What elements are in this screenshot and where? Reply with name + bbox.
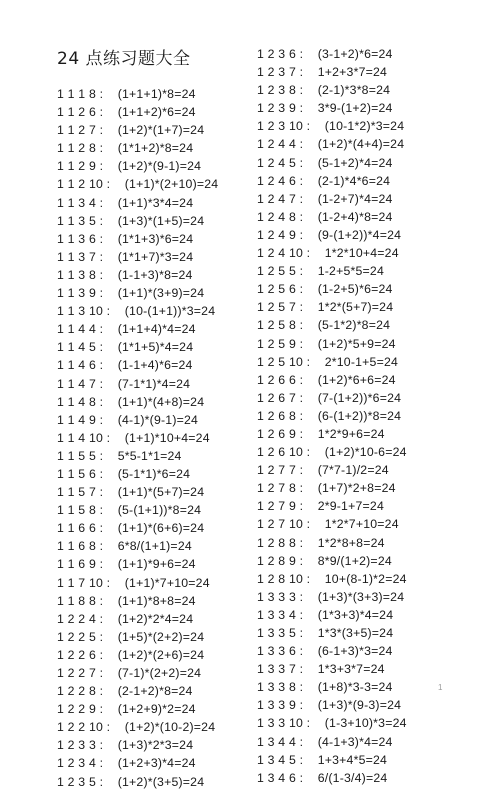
puzzle-answer-row: 1 1 5 7 : (1+1)*(5+7)=24	[57, 485, 205, 500]
puzzle-answer-row: 1 2 3 6 : (3-1+2)*6=24	[257, 47, 393, 61]
puzzle-answer-row: 1 2 7 10 : 1*2*7+10=24	[257, 517, 399, 532]
puzzle-answer-row: 1 2 6 7 : (7-(1+2))*6=24	[257, 390, 402, 405]
right-answer-column	[257, 45, 407, 787]
puzzle-answer-row: 1 1 3 7 : (1*1+7)*3=24	[57, 249, 194, 264]
puzzle-answer-row: 1 1 8 8 : (1+1)*8+8=24	[57, 593, 196, 608]
puzzle-answer-row: 1 2 3 10 : (10-1*2)*3=24	[257, 119, 405, 134]
puzzle-answer-row: 1 2 3 9 : 3*9-(1+2)=24	[257, 101, 393, 116]
puzzle-answer-row: 1 2 4 5 : (5-1+2)*4=24	[257, 155, 393, 170]
puzzle-answer-row: 1 2 6 6 : (1+2)*6+6=24	[257, 372, 396, 387]
puzzle-answer-row: 1 1 6 8 : 6*8/(1+1)=24	[57, 539, 192, 554]
puzzle-answer-row: 1 1 2 9 : (1+2)*(9-1)=24	[57, 159, 202, 174]
puzzle-answer-row: 1 3 4 4 : (4-1+3)*4=24	[257, 734, 393, 749]
puzzle-answer-row: 1 3 4 6 : 6/(1-3/4)=24	[257, 770, 388, 785]
puzzle-answer-row: 1 2 4 8 : (1-2+4)*8=24	[257, 209, 393, 224]
puzzle-answer-row: 1 3 3 6 : (6-1+3)*3=24	[257, 644, 393, 659]
puzzle-answer-row: 1 1 5 5 : 5*5-1*1=24	[57, 448, 182, 463]
puzzle-answer-row: 1 2 4 4 : (1+2)*(4+4)=24	[257, 137, 405, 152]
puzzle-answer-row: 1 2 6 10 : (1+2)*10-6=24	[257, 445, 407, 460]
puzzle-answer-row: 1 2 5 8 : (5-1*2)*8=24	[257, 318, 391, 333]
puzzle-answer-row: 1 2 8 10 : 10+(8-1)*2=24	[257, 571, 407, 586]
puzzle-answer-row: 1 2 6 9 : 1*2*9+6=24	[257, 426, 385, 441]
page-title: 24 点练习题大全	[57, 49, 191, 69]
puzzle-answer-row: 1 3 3 5 : 1*3*(3+5)=24	[257, 626, 394, 640]
puzzle-answer-row: 1 1 3 8 : (1-1+3)*8=24	[57, 267, 193, 282]
puzzle-answer-row: 1 1 2 8 : (1*1+2)*8=24	[57, 141, 194, 156]
puzzle-answer-row: 1 1 6 9 : (1+1)*9+6=24	[57, 557, 196, 572]
puzzle-answer-row: 1 1 4 5 : (1*1+5)*4=24	[57, 340, 194, 355]
puzzle-answer-row: 1 2 2 7 : (7-1)*(2+2)=24	[57, 666, 202, 680]
puzzle-answer-row: 1 2 2 5 : (1+5)*(2+2)=24	[57, 629, 205, 644]
puzzle-answer-row: 1 2 2 10 : (1+2)*(10-2)=24	[57, 720, 216, 735]
puzzle-answer-row: 1 1 4 8 : (1+1)*(4+8)=24	[57, 394, 205, 409]
puzzle-answer-row: 1 2 7 9 : 2*9-1+7=24	[257, 499, 384, 514]
puzzle-answer-row: 1 1 6 6 : (1+1)*(6+6)=24	[57, 521, 205, 536]
puzzle-answer-row: 1 3 3 7 : 1*3+3*7=24	[257, 662, 385, 677]
puzzle-answer-row: 1 1 3 4 : (1+1)*3*4=24	[57, 195, 194, 210]
page-number: 1	[438, 683, 443, 692]
puzzle-answer-row: 1 1 4 4 : (1+1+4)*4=24	[57, 322, 196, 337]
puzzle-answer-row: 1 2 3 3 : (1+3)*2*3=24	[57, 738, 194, 753]
puzzle-answer-row: 1 2 5 7 : 1*2*(5+7)=24	[257, 300, 394, 315]
puzzle-answer-row: 1 1 3 10 : (10-(1+1))*3=24	[57, 304, 216, 319]
puzzle-answer-row: 1 2 2 8 : (2-1+2)*8=24	[57, 684, 193, 699]
puzzle-answer-row: 1 1 4 9 : (4-1)*(9-1)=24	[57, 412, 199, 427]
puzzle-answer-row: 1 1 4 10 : (1+1)*10+4=24	[57, 430, 210, 445]
puzzle-answer-row: 1 2 7 7 : (7*7-1)/2=24	[257, 463, 389, 478]
puzzle-answer-row: 1 2 4 6 : (2-1)*4*6=24	[257, 173, 391, 188]
puzzle-answer-row: 1 2 5 5 : 1-2+5*5=24	[257, 264, 384, 279]
puzzle-answer-row: 1 2 4 7 : (1-2+7)*4=24	[257, 191, 393, 206]
puzzle-answer-row: 1 2 4 10 : 1*2*10+4=24	[257, 246, 399, 261]
puzzle-answer-row: 1 2 8 8 : 1*2*8+8=24	[257, 535, 385, 550]
puzzle-answer-row: 1 1 3 5 : (1+3)*(1+5)=24	[57, 213, 205, 228]
puzzle-answer-row: 1 3 4 5 : 1+3+4*5=24	[257, 752, 388, 767]
puzzle-answer-row: 1 2 2 6 : (1+2)*(2+6)=24	[57, 647, 205, 662]
puzzle-answer-row: 1 3 3 10 : (1-3+10)*3=24	[257, 716, 407, 731]
puzzle-answer-row: 1 1 4 7 : (7-1*1)*4=24	[57, 376, 191, 391]
puzzle-answer-row: 1 1 2 6 : (1+1+2)*6=24	[57, 105, 196, 120]
puzzle-answer-row: 1 2 2 4 : (1+2)*2*4=24	[57, 611, 194, 626]
puzzle-answer-row: 1 2 5 9 : (1+2)*5+9=24	[257, 336, 396, 351]
puzzle-answer-row: 1 1 7 10 : (1+1)*7+10=24	[57, 575, 210, 590]
puzzle-answer-row: 1 1 2 7 : (1+2)*(1+7)=24	[57, 123, 205, 138]
puzzle-answer-row: 1 1 2 10 : (1+1)*(2+10)=24	[57, 177, 219, 192]
puzzle-answer-row: 1 2 3 5 : (1+2)*(3+5)=24	[57, 774, 205, 789]
puzzle-answer-row: 1 1 3 6 : (1*1+3)*6=24	[57, 231, 194, 246]
puzzle-answer-row: 1 2 3 4 : (1+2+3)*4=24	[57, 756, 196, 771]
puzzle-answer-row: 1 2 2 9 : (1+2+9)*2=24	[57, 702, 196, 717]
puzzle-answer-row: 1 1 1 8 : (1+1+1)*8=24	[57, 87, 196, 101]
puzzle-answer-row: 1 2 4 9 : (9-(1+2))*4=24	[257, 227, 402, 242]
puzzle-answer-row: 1 3 3 4 : (1*3+3)*4=24	[257, 607, 394, 622]
puzzle-answer-row: 1 1 4 6 : (1-1+4)*6=24	[57, 358, 193, 373]
puzzle-answer-row: 1 2 5 6 : (1-2+5)*6=24	[257, 282, 393, 297]
puzzle-answer-row: 1 3 3 3 : (1+3)*(3+3)=24	[257, 589, 405, 604]
puzzle-answer-row: 1 2 5 10 : 2*10-1+5=24	[257, 354, 399, 369]
left-answer-column	[57, 85, 218, 791]
puzzle-answer-row: 1 3 3 8 : (1+8)*3-3=24	[257, 680, 393, 695]
puzzle-answer-row: 1 1 3 9 : (1+1)*(3+9)=24	[57, 286, 205, 301]
puzzle-answer-row: 1 1 5 6 : (5-1*1)*6=24	[57, 466, 191, 481]
puzzle-answer-row: 1 2 8 9 : 8*9/(1+2)=24	[257, 553, 392, 568]
puzzle-answer-row: 1 2 3 8 : (2-1)*3*8=24	[257, 83, 391, 98]
puzzle-answer-row: 1 3 3 9 : (1+3)*(9-3)=24	[257, 698, 402, 713]
puzzle-answer-row: 1 2 6 8 : (6-(1+2))*8=24	[257, 408, 402, 423]
puzzle-answer-row: 1 2 3 7 : 1+2+3*7=24	[257, 65, 388, 80]
puzzle-answer-row: 1 2 7 8 : (1+7)*2+8=24	[257, 481, 396, 496]
puzzle-answer-row: 1 1 5 8 : (5-(1+1))*8=24	[57, 503, 202, 518]
